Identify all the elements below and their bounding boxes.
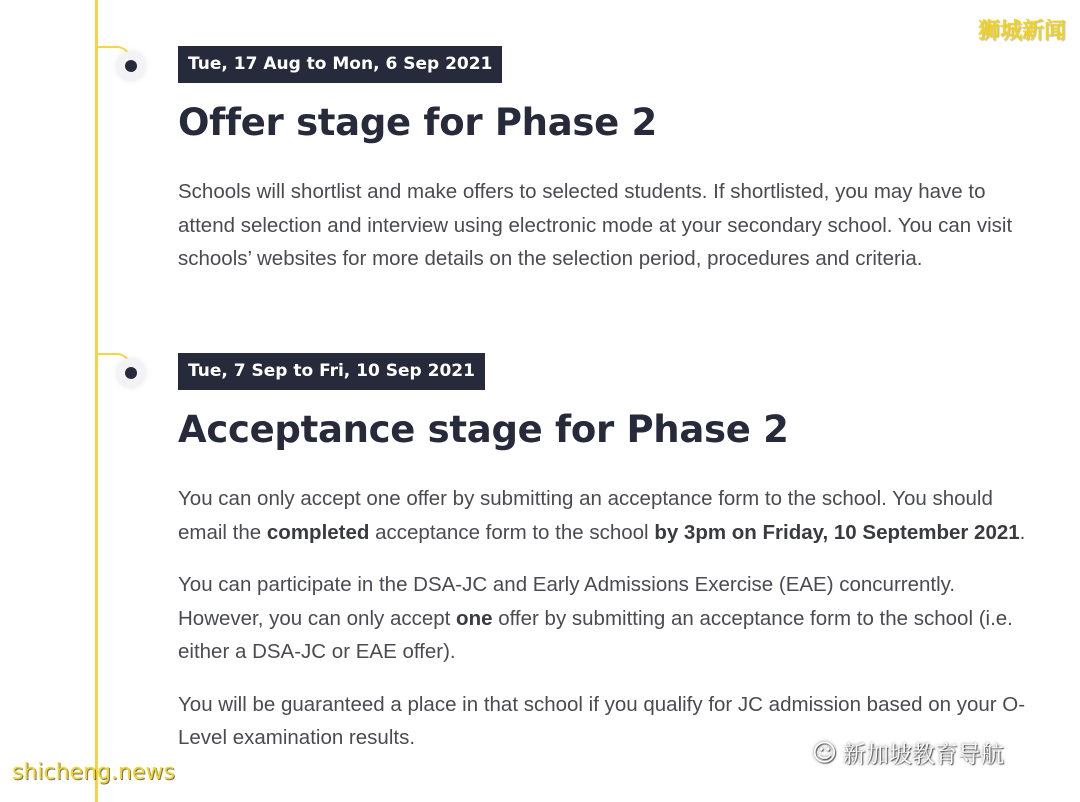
- text-run: You can participate in the DSA-JC and Early Admissions Exercise (EAE) concurrently. However, you can only accept: [178, 573, 956, 630]
- stage-title: Offer stage for Phase 2: [178, 101, 657, 144]
- timeline-marker: [116, 51, 146, 81]
- concurrent-paragraph: [178, 568, 1038, 669]
- watermark-text: 新加坡教育导航: [843, 742, 1005, 768]
- emphasis-completed: completed: [266, 520, 370, 544]
- watermark-bottom-left: shicheng.news: [12, 760, 175, 785]
- date-badge: Tue, 7 Sep to Fri, 10 Sep 2021: [178, 353, 485, 390]
- emphasis-deadline: by 3pm on Friday, 10 September 2021: [654, 520, 1020, 544]
- watermark-top-right: 狮城新闻: [977, 19, 1066, 44]
- wechat-icon: ☺: [812, 738, 838, 767]
- stage-title: Acceptance stage for Phase 2: [178, 408, 789, 451]
- emphasis-one: one: [456, 606, 493, 630]
- guarantee-paragraph: You will be guaranteed a place in that school if you qualify for JC admission based on your O-Level examination results.: [178, 692, 1026, 749]
- acceptance-paragraph: [178, 482, 1038, 549]
- text-run: .: [1019, 520, 1026, 544]
- text-run: offer by submitting an acceptance form to the school (i.e. either a DSA-JC or EAE offer).: [178, 606, 1013, 663]
- timeline-marker: [116, 358, 146, 388]
- text-run: You can only accept one offer by submitting an acceptance form to the school. You should email the: [178, 487, 993, 544]
- text-run: acceptance form to the school: [369, 520, 655, 544]
- stage-offer: [178, 46, 1048, 276]
- date-badge: Tue, 17 Aug to Mon, 6 Sep 2021: [178, 46, 502, 83]
- stage-acceptance: [178, 353, 1048, 755]
- watermark-bottom-right: [812, 736, 1004, 769]
- timeline-dot: [125, 60, 137, 72]
- stage-description: Schools will shortlist and make offers to selected students. If shortlisted, you may have to attend selection and interview using electronic mode at your secondary school. You can visit schools’ websites for more details on the selection period, procedures and criteria.: [178, 180, 1013, 270]
- timeline-dot: [125, 367, 137, 379]
- timeline-line: [95, 0, 98, 802]
